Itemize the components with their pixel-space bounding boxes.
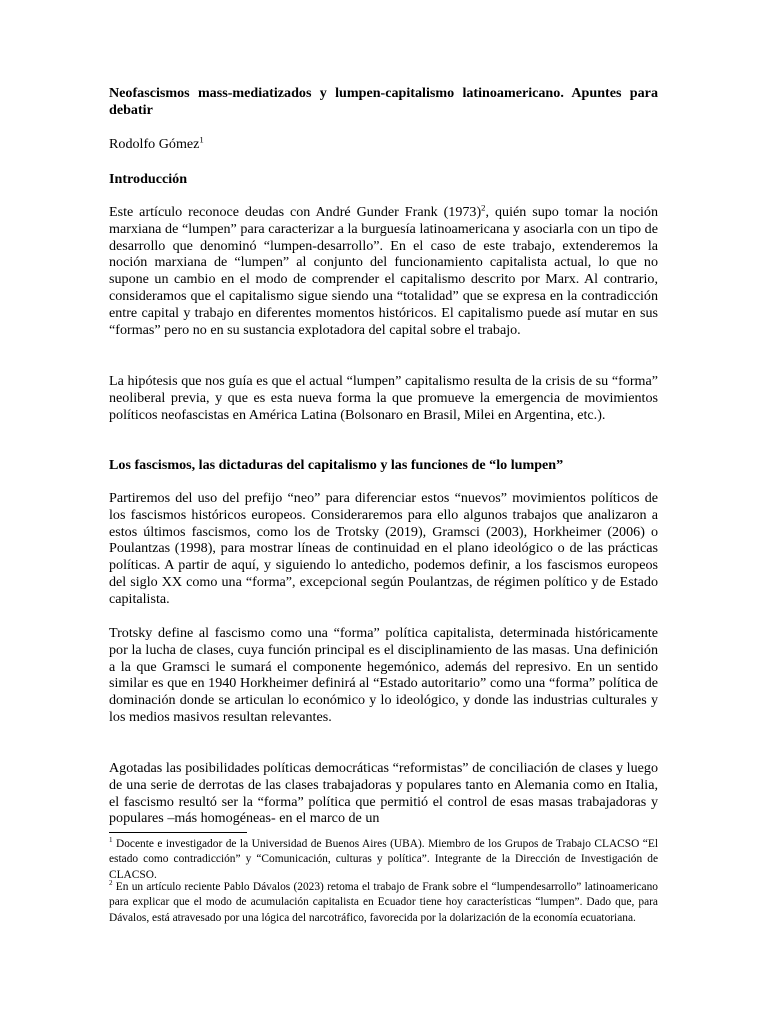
footnote-1-text: Docente e investigador de la Universidad de Buenos Aires (UBA). Miembro de los Grupos de Trabajo CLACSO “El estado como contradicción” y “Comunicación, culturas y política”. Integrante de la Dirección de Investigación de CLACSO. <box>109 838 658 881</box>
footnote-2-text: En un artículo reciente Pablo Dávalos (2023) retoma el trabajo de Frank sobre el “lumpendesarrollo” latinoamericano para explicar que el modo de acumulación capitalista en Ecuador tiene hoy características “lumpen”. Dado que, para Dávalos, está atravesado por una lógica del narcotráfico, favorecida por la dolarización de la economía ecuatoriana. <box>109 881 658 924</box>
intro-paragraph-1-rest: , quién supo tomar la noción marxiana de “lumpen” para caracterizar a la burguesía latinoamericana y asociarla con un tipo de desarrollo que denominó “lumpen-desarrollo”. En el caso de este trabajo, extenderemos la noción marxiana de “lumpen” al conjunto del funcionamiento capitalista actual, lo que no supone un cambio en el modo de comprender el capitalismo descrito por Marx. Al contrario, consideramos que el capitalismo sigue siendo una “totalidad” que se expresa en la contradicción entre capital y trabajo en diferentes momentos históricos. El capitalismo puede así mutar en sus “formas” pero no en su sustancia explotadora del capital sobre el trabajo. <box>109 204 658 338</box>
intro-paragraph-2: La hipótesis que nos guía es que el actual “lumpen” capitalismo resulta de la crisis de su “forma” neoliberal previa, y que es esta nueva forma la que promueve la emergencia de movimientos políticos neofascistas en América Latina (Bolsonaro en Brasil, Milei en Argentina, etc.). <box>109 373 658 423</box>
footnote-1 <box>109 837 658 883</box>
footnote-ref-1[interactable]: 1 <box>199 134 204 145</box>
intro-paragraph-1-start: Este artículo reconoce deudas con André Gunder Frank (1973) <box>109 204 482 220</box>
footnote-1-number: 1 <box>109 836 113 845</box>
footnote-2 <box>109 880 658 926</box>
body-paragraph-3: Agotadas las posibilidades políticas democráticas “reformistas” de conciliación de clases y luego de una serie de derrotas de las clases trabajadoras y populares tanto en Alemania como en Italia, el fascismo resultó ser la “forma” política que permitió el control de esas masas trabajadoras y populares –más homogéneas- en el marco de un <box>109 760 658 827</box>
body-paragraph-1: Partiremos del uso del prefijo “neo” para diferenciar estos “nuevos” movimientos políticos de los fascismos históricos europeos. Consideraremos para ello algunos trabajos que analizaron a estos últimos fascismos, como los de Trotsky (2019), Gramsci (2003), Horkheimer (2006) o Poulantzas (1998), para mostrar líneas de continuidad en el plano ideológico o de las prácticas políticas. A partir de aquí, y siguiendo lo antedicho, podemos definir, a los fascismos europeos del siglo XX como una “forma”, excepcional según Poulantzas, de régimen político y de Estado capitalista. <box>109 490 658 607</box>
author-line <box>109 136 658 153</box>
intro-paragraph-1 <box>109 204 658 338</box>
author-name: Rodolfo Gómez <box>109 136 200 152</box>
body-paragraph-2: Trotsky define al fascismo como una “forma” política capitalista, determinada históricamente por la lucha de clases, cuya función principal es el disciplinamiento de las masas. Una definición a la que Gramsci le sumará el componente hegemónico, además del represivo. En un sentido similar es que en 1940 Horkheimer definirá al “Estado autoritario” como una “forma” política de dominación donde se articulan lo económico y lo ideológico, y donde las industrias culturales y los medios masivos resultan relevantes. <box>109 625 658 725</box>
footnote-separator <box>109 832 247 833</box>
footnote-ref-2[interactable]: 2 <box>481 202 486 213</box>
section-heading-fascismos: Los fascismos, las dictaduras del capitalismo y las funciones de “lo lumpen” <box>109 457 564 473</box>
section-heading-introduccion: Introducción <box>109 171 188 187</box>
paper-title: Neofascismos mass-mediatizados y lumpen-capitalismo latinoamericano. Apuntes para debatir <box>109 85 658 118</box>
footnote-2-number: 2 <box>109 879 113 888</box>
